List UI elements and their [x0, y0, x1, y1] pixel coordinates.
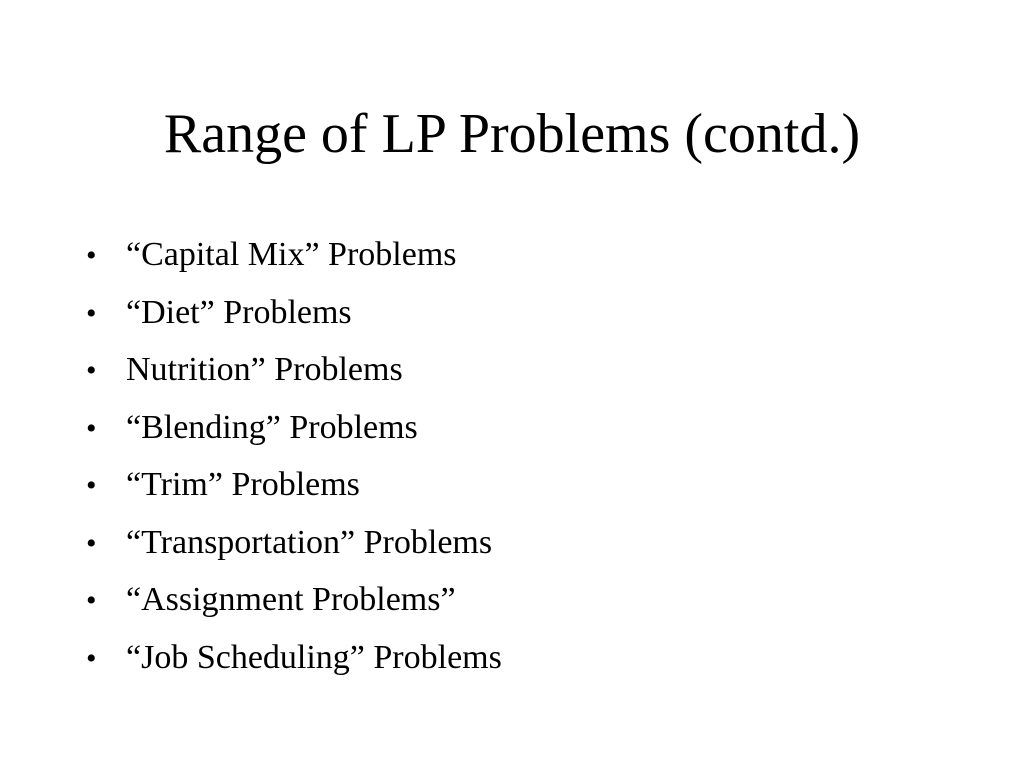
- bullet-text: “Capital Mix” Problems: [126, 236, 457, 273]
- bullet-icon: •: [86, 239, 97, 272]
- bullet-item: [86, 514, 502, 572]
- bullet-icon: •: [86, 641, 97, 675]
- slide-title: Range of LP Problems (contd.): [163, 103, 861, 165]
- bullet-icon: •: [86, 411, 97, 445]
- bullet-item: [86, 226, 502, 284]
- bullet-text: “Job Scheduling” Problems: [126, 638, 502, 676]
- bullet-text: “Blending” Problems: [126, 408, 418, 446]
- bullet-item: [86, 341, 502, 399]
- bullet-text: Nutrition” Problems: [126, 351, 403, 388]
- bullet-item: [86, 629, 502, 687]
- bullet-text: “Assignment Problems”: [126, 581, 456, 618]
- bullet-icon: •: [86, 584, 97, 617]
- bullet-text: “Transportation” Problems: [126, 523, 493, 561]
- bullet-text: “Trim” Problems: [126, 466, 360, 503]
- bullet-item: [86, 399, 502, 457]
- bullet-text: “Diet” Problems: [126, 293, 352, 331]
- bullet-icon: •: [86, 354, 97, 387]
- bullet-item: [86, 284, 502, 342]
- bullet-list: [86, 226, 502, 686]
- bullet-item: [86, 571, 502, 629]
- bullet-icon: •: [86, 526, 97, 560]
- bullet-item: [86, 456, 502, 514]
- bullet-icon: •: [86, 469, 97, 502]
- bullet-icon: •: [86, 296, 97, 330]
